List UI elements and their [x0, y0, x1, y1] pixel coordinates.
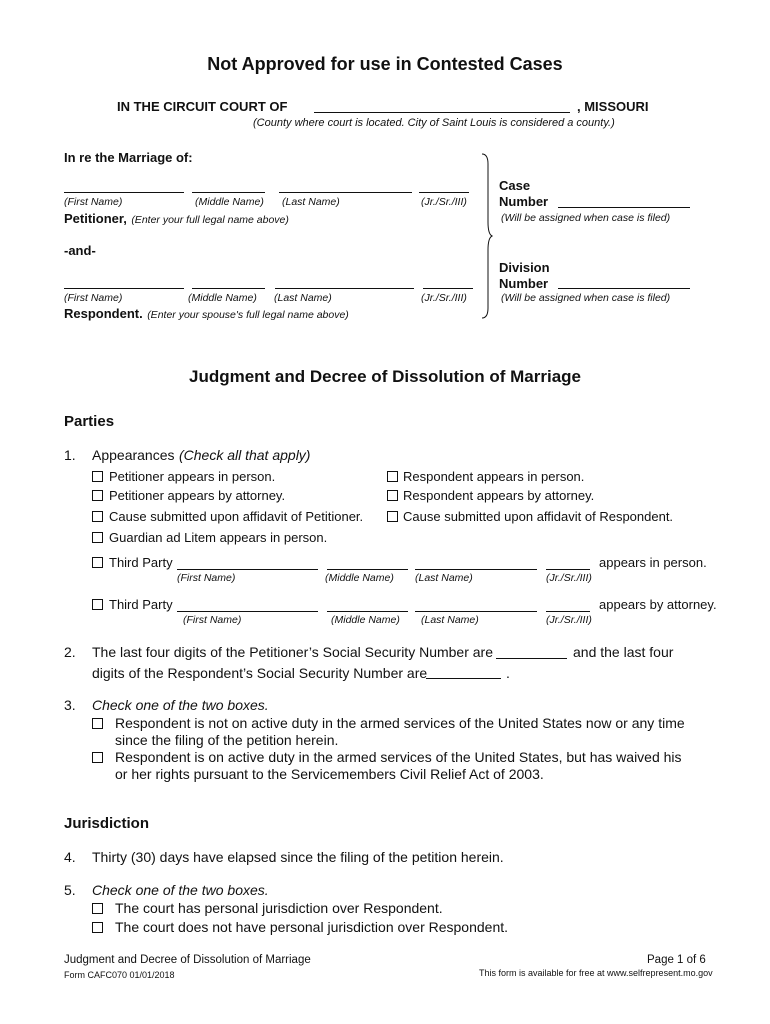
- suffix-label: (Jr./Sr./III): [546, 572, 592, 584]
- middle-name-label: (Middle Name): [325, 572, 394, 584]
- appears-attorney-label: appears by attorney.: [599, 597, 717, 612]
- and-label: -and-: [64, 243, 96, 258]
- item-5-number: 5.: [64, 882, 76, 898]
- option-label: Respondent appears in person.: [403, 469, 585, 484]
- respondent-middle-name-field[interactable]: [192, 288, 265, 289]
- last-name-label: (Last Name): [282, 196, 340, 208]
- ssn-period: .: [506, 665, 510, 681]
- petitioner-affidavit-checkbox[interactable]: [92, 511, 103, 522]
- third-party-last-name-field[interactable]: [415, 569, 537, 570]
- check-one-note: Check one of the two boxes.: [92, 882, 269, 898]
- petitioner-last-name-field[interactable]: [279, 192, 412, 193]
- ssn-text-2: digits of the Respondent’s Social Security Number are: [92, 665, 428, 681]
- first-name-label: (First Name): [64, 292, 123, 304]
- item-3-number: 3.: [64, 697, 76, 713]
- third-party-suffix-field[interactable]: [546, 569, 590, 570]
- respondent-first-name-field[interactable]: [64, 288, 184, 289]
- petitioner-first-name-field[interactable]: [64, 192, 184, 193]
- respondent-label: Respondent.: [64, 306, 143, 321]
- guardian-checkbox[interactable]: [92, 532, 103, 543]
- petitioner-note: (Enter your full legal name above): [131, 214, 289, 226]
- last-name-label: (Last Name): [415, 572, 473, 584]
- last-name-label: (Last Name): [274, 292, 332, 304]
- option-label: Petitioner appears in person.: [109, 469, 276, 484]
- jurisdiction-option-1: The court has personal jurisdiction over Respondent.: [115, 900, 443, 916]
- page-title: Not Approved for use in Contested Cases: [207, 54, 563, 74]
- footer-form-id: Form CAFC070 01/01/2018: [64, 970, 175, 980]
- middle-name-label: (Middle Name): [195, 196, 264, 208]
- division-number-field[interactable]: [558, 288, 690, 289]
- case-number-field[interactable]: [558, 207, 690, 208]
- ssn-text-1b: and the last four: [573, 644, 674, 660]
- jurisdiction-option-2: The court does not have personal jurisdiction over Respondent.: [115, 919, 509, 935]
- petitioner-label: Petitioner,: [64, 211, 127, 226]
- third-party-attorney-checkbox[interactable]: [92, 599, 103, 610]
- court-suffix: , MISSOURI: [577, 99, 649, 114]
- third-party-first-name-field[interactable]: [177, 569, 318, 570]
- parties-heading: Parties: [64, 413, 115, 430]
- in-re-label: In re the Marriage of:: [64, 150, 193, 165]
- division-number-label: Number: [499, 276, 549, 291]
- third-party-last-name-field[interactable]: [415, 611, 537, 612]
- suffix-label: (Jr./Sr./III): [546, 614, 592, 626]
- respondent-attorney-checkbox[interactable]: [387, 490, 398, 501]
- respondent-line: [64, 305, 349, 323]
- third-party-label: Third Party: [109, 597, 173, 612]
- third-party-middle-name-field[interactable]: [327, 611, 408, 612]
- last-name-label: (Last Name): [421, 614, 479, 626]
- respondent-suffix-field[interactable]: [423, 288, 473, 289]
- petitioner-suffix-field[interactable]: [419, 192, 469, 193]
- third-party-person-checkbox[interactable]: [92, 557, 103, 568]
- no-jurisdiction-checkbox[interactable]: [92, 922, 103, 933]
- court-prefix: IN THE CIRCUIT COURT OF: [117, 99, 288, 114]
- middle-name-label: (Middle Name): [331, 614, 400, 626]
- document-title: Judgment and Decree of Dissolution of Marriage: [188, 367, 581, 386]
- county-field[interactable]: [314, 112, 570, 113]
- case-label: Case: [499, 178, 531, 193]
- item-1-number: 1.: [64, 447, 76, 463]
- appearances-line: [92, 447, 310, 465]
- active-duty-waived-checkbox[interactable]: [92, 752, 103, 763]
- petitioner-attorney-checkbox[interactable]: [92, 490, 103, 501]
- appearances-label: Appearances: [92, 447, 175, 463]
- division-label: Division: [499, 260, 550, 275]
- respondent-ssn-field[interactable]: [426, 678, 501, 679]
- petitioner-middle-name-field[interactable]: [192, 192, 265, 193]
- division-note: (Will be assigned when case is filed): [501, 292, 671, 304]
- item-4-text: Thirty (30) days have elapsed since the filing of the petition herein.: [92, 849, 504, 865]
- petitioner-in-person-checkbox[interactable]: [92, 471, 103, 482]
- option-label: Petitioner appears by attorney.: [109, 488, 286, 503]
- duty-option-2a: Respondent is on active duty in the armed services of the United States, but has waived his: [115, 749, 682, 765]
- item-2-number: 2.: [64, 644, 76, 660]
- third-party-label: Third Party: [109, 555, 173, 570]
- item-4-number: 4.: [64, 849, 76, 865]
- case-number-label: Number: [499, 194, 549, 209]
- footer-doc-name: Judgment and Decree of Dissolution of Marriage: [64, 954, 311, 966]
- duty-option-2b: or her rights pursuant to the Servicemembers Civil Relief Act of 2003.: [115, 766, 544, 782]
- suffix-label: (Jr./Sr./III): [421, 292, 467, 304]
- case-note: (Will be assigned when case is filed): [501, 212, 671, 224]
- not-active-duty-checkbox[interactable]: [92, 718, 103, 729]
- option-label: Guardian ad Litem appears in person.: [109, 530, 328, 545]
- petitioner-line: [64, 210, 289, 228]
- suffix-label: (Jr./Sr./III): [421, 196, 467, 208]
- petitioner-ssn-field[interactable]: [496, 658, 567, 659]
- footer-free-note: This form is available for free at www.selfrepresent.mo.gov: [479, 968, 713, 978]
- duty-option-1b: since the filing of the petition herein.: [115, 732, 339, 748]
- jurisdiction-heading: Jurisdiction: [64, 815, 150, 832]
- option-label: Cause submitted upon affidavit of Respondent.: [403, 509, 674, 524]
- third-party-middle-name-field[interactable]: [327, 569, 408, 570]
- respondent-note: (Enter your spouse's full legal name above): [147, 309, 349, 321]
- first-name-label: (First Name): [177, 572, 236, 584]
- first-name-label: (First Name): [183, 614, 242, 626]
- third-party-first-name-field[interactable]: [177, 611, 318, 612]
- caption-brace: [478, 152, 494, 320]
- third-party-suffix-field[interactable]: [546, 611, 590, 612]
- ssn-text-1: The last four digits of the Petitioner’s Social Security Number are: [92, 644, 494, 660]
- first-name-label: (First Name): [64, 196, 123, 208]
- respondent-affidavit-checkbox[interactable]: [387, 511, 398, 522]
- option-label: Respondent appears by attorney.: [403, 488, 595, 503]
- respondent-last-name-field[interactable]: [275, 288, 414, 289]
- middle-name-label: (Middle Name): [188, 292, 257, 304]
- appears-person-label: appears in person.: [599, 555, 707, 570]
- footer-page: Page 1 of 6: [647, 954, 706, 966]
- check-all-note: (Check all that apply): [178, 447, 311, 463]
- has-jurisdiction-checkbox[interactable]: [92, 903, 103, 914]
- court-note: (County where court is located. City of Saint Louis is considered a county.): [253, 117, 615, 129]
- option-label: Cause submitted upon affidavit of Petitioner.: [109, 509, 364, 524]
- respondent-in-person-checkbox[interactable]: [387, 471, 398, 482]
- check-one-note: Check one of the two boxes.: [92, 697, 269, 713]
- duty-option-1a: Respondent is not on active duty in the armed services of the United States now or any time: [115, 715, 685, 731]
